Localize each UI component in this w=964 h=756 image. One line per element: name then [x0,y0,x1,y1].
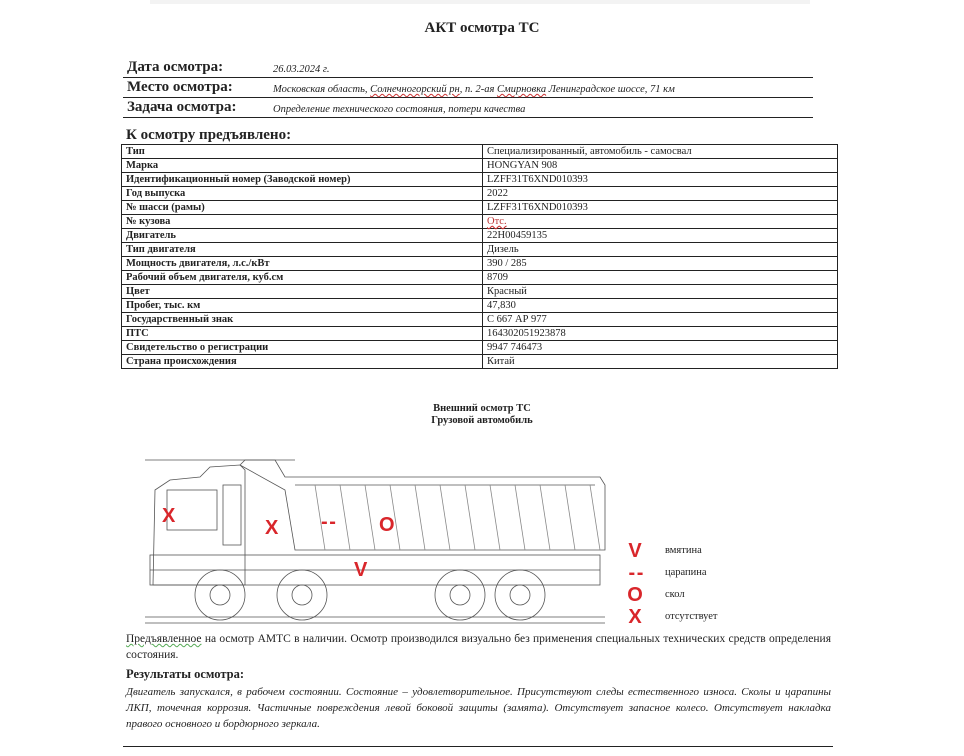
meta-row-place [123,78,813,98]
spec-value: 8709 [483,271,838,285]
dump-body-outline [240,460,605,550]
marker-missing-mirror: X [162,505,176,527]
table-row [122,145,838,159]
presented-heading: К осмотру предъявлено: [126,127,292,143]
spec-value: 22H00459135 [483,229,838,243]
table-row [122,271,838,285]
meta-label: Дата осмотра: [127,59,224,75]
results-heading: Результаты осмотра: [126,667,244,681]
table-row [122,243,838,257]
exterior-heading: Внешний осмотр ТС [433,403,531,414]
spec-value: LZFF31T6XND010393 [483,201,838,215]
chip-symbol-icon: O [627,584,643,606]
exterior-subheading: Грузовой автомобиль [431,415,533,426]
spec-value: 390 / 285 [483,257,838,271]
wheel [495,570,545,620]
wheel [277,570,327,620]
spec-value: Красный [483,285,838,299]
meta-label: Задача осмотра: [127,99,237,115]
text-part: Солнечногорский рн [370,84,460,95]
document-title: АКТ осмотра ТС [424,20,540,36]
meta-value: Определение технического состояния, потери качества [273,104,526,115]
spec-key: Страна происхождения [122,355,483,369]
meta-row-date [123,58,813,78]
spec-key: Рабочий объем двигателя, куб.см [122,271,483,285]
legend-item-chip [620,584,770,606]
top-edge-strip [150,0,810,4]
text-part: , п. 2-ая [459,84,497,95]
meta-row-task [123,98,813,118]
table-row [122,313,838,327]
legend-label: царапина [665,567,707,578]
marker-dent: V [354,559,368,581]
table-row [122,327,838,341]
spec-key: Тип двигателя [122,243,483,257]
dent-symbol-icon: V [628,540,642,562]
spec-value: Китай [483,355,838,369]
table-row [122,285,838,299]
table-row [122,201,838,215]
legend-item-dent [620,540,770,562]
spec-key: Год выпуска [122,187,483,201]
meta-value: 26.03.2024 г. [273,64,330,75]
table-row [122,187,838,201]
spec-key: Цвет [122,285,483,299]
scratch-symbol-icon: - - [628,562,642,584]
wheel [195,570,245,620]
spec-key: Марка [122,159,483,173]
spec-key: Пробег, тыс. км [122,299,483,313]
spec-value: Дизель [483,243,838,257]
table-row [122,159,838,173]
spec-value: 164302051923878 [483,327,838,341]
spec-value: Отс. [483,215,838,229]
meta-label: Место осмотра: [127,79,233,95]
legend-label: отсутствует [665,611,718,622]
spec-value: С 667 АР 977 [483,313,838,327]
table-row [122,229,838,243]
spec-value: HONGYAN 908 [483,159,838,173]
wheel [435,570,485,620]
legend-item-missing [620,606,770,628]
cab-door [223,485,241,545]
table-row [122,257,838,271]
inspection-statement [126,631,831,663]
meta-value [273,84,675,95]
table-row [122,173,838,187]
spec-key: № кузова [122,215,483,229]
table-row [122,341,838,355]
text-part: Смирновка [496,84,547,95]
spec-key: № шасси (рамы) [122,201,483,215]
vehicle-specs-table [121,144,838,369]
spec-key: Двигатель [122,229,483,243]
marker-chip: O [379,514,395,536]
missing-symbol-icon: X [628,606,642,628]
marker-missing-behind-cab: X [265,517,279,539]
spec-value: 9947 746473 [483,341,838,355]
text-part: Московская область, [273,84,371,95]
table-row [122,355,838,369]
spec-key: ПТС [122,327,483,341]
spec-value: 47,830 [483,299,838,313]
spec-key: Тип [122,145,483,159]
table-row [122,215,838,229]
spec-key: Мощность двигателя, л.с./кВт [122,257,483,271]
legend-item-scratch [620,562,770,584]
text-part: на осмотр АМТС в наличии. Осмотр производился визуально без применения специальных технических средств определения состояния. [126,633,831,661]
spec-key: Государственный знак [122,313,483,327]
table-row [122,299,838,313]
text-part: Ленинградское шоссе, 71 км [546,84,675,95]
damage-legend [620,540,770,628]
legend-label: скол [665,589,685,600]
spec-value: Специализированный, автомобиль - самосвал [483,145,838,159]
text-part: Предъявленное [126,633,202,645]
legend-label: вмятина [665,545,702,556]
results-text: Двигатель запускался, в рабочем состоянии. Состояние – удовлетворительное. Присутствуют следы естественного износа. Сколы и царапины ЛКП, точечная коррозия. Частичные повреждения левой боковой защиты (замята). Отсутствует запасное колесо. Отсутствует накладка правого основного и бордюрного зеркала. [126,686,831,730]
bottom-divider [123,746,833,747]
spec-key: Свидетельство о регистрации [122,341,483,355]
spec-key: Идентификационный номер (Заводской номер) [122,173,483,187]
spec-value: LZFF31T6XND010393 [483,173,838,187]
spec-value: 2022 [483,187,838,201]
truck-side-diagram [145,455,610,625]
marker-scratch: - - [321,511,334,533]
